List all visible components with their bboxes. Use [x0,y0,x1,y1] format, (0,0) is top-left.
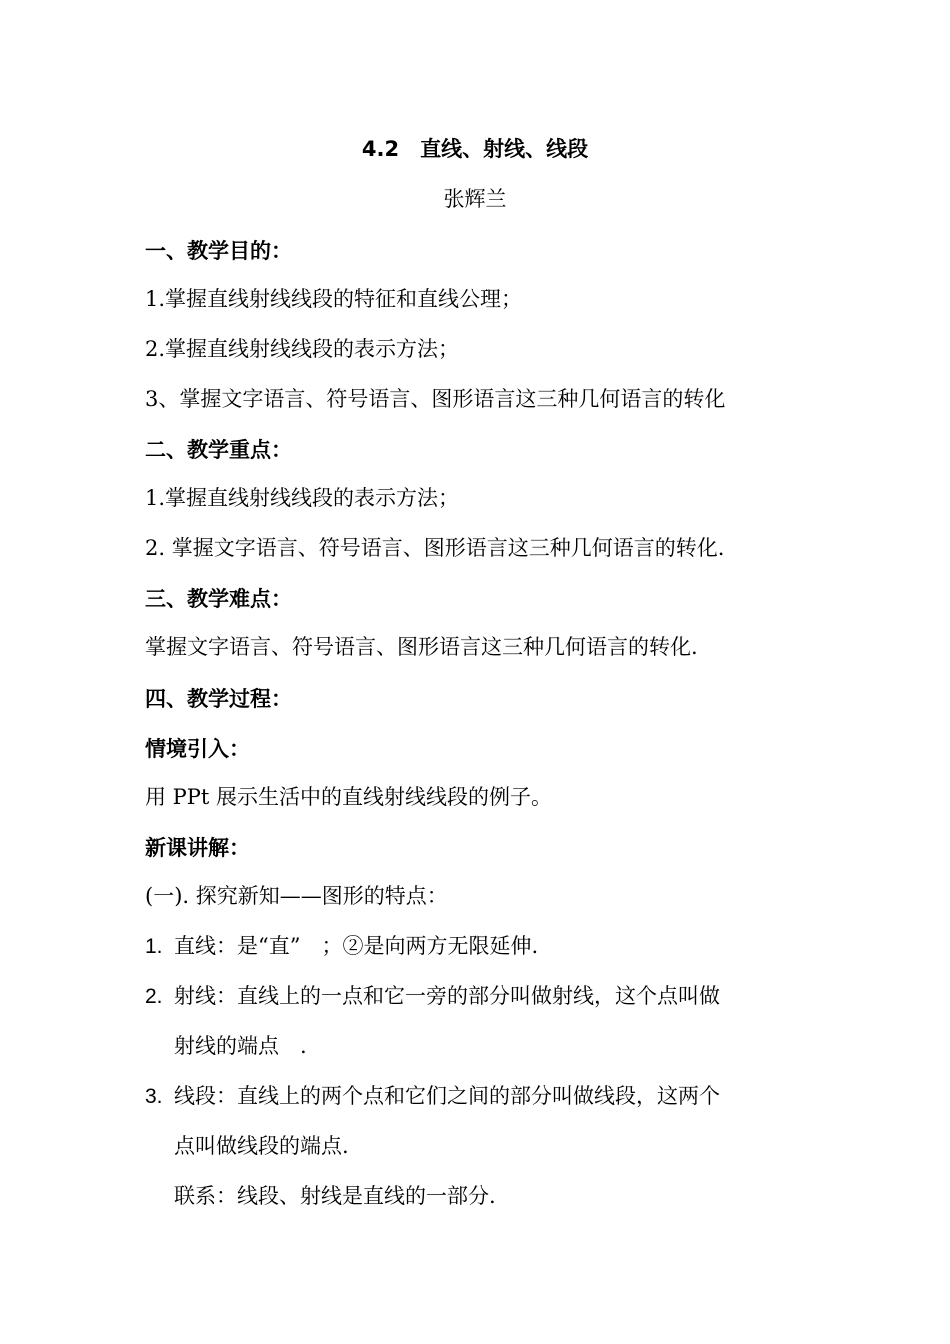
section-heading-objectives: 一、教学目的： [145,239,292,263]
list-marker: 2. [145,985,163,1008]
key-point-item: 1.掌握直线射线线段的表示方法； [145,486,460,510]
subheading-intro: 情境引入： [145,737,250,761]
difficulty-text: 掌握文字语言、符号语言、图形语言这三种几何语言的转化. [145,635,698,659]
list-item-continuation: 点叫做线段的端点. [174,1134,349,1158]
objective-item: 1.掌握直线射线线段的特征和直线公理； [145,287,523,311]
subheading-lesson: 新课讲解： [145,836,250,860]
section-heading-difficulties: 三、教学难点： [145,587,292,611]
list-item-continuation: 射线的端点 . [174,1034,307,1058]
section-heading-process: 四、教学过程： [145,687,292,711]
objective-item: 3、掌握文字语言、符号语言、图形语言这三种几何语言的转化 [145,387,726,411]
list-item-line [145,931,538,962]
list-marker: 1. [145,935,163,958]
explore-heading: (一). 探究新知——图形的特点： [145,884,448,908]
document-title: 4.2 直线、射线、线段 [361,137,589,161]
list-item-text: 直线：是“直” ；②是向两方无限延伸. [174,934,539,958]
objective-item: 2.掌握直线射线线段的表示方法； [145,337,460,361]
list-item-text: 线段：直线上的两个点和它们之间的部分叫做线段，这两个 [174,1084,720,1108]
list-item-segment [145,1081,720,1112]
key-point-item: 2. 掌握文字语言、符号语言、图形语言这三种几何语言的转化. [145,536,725,560]
relation-text: 联系：线段、射线是直线的一部分. [174,1184,496,1208]
intro-text: 用 PPt 展示生活中的直线射线线段的例子。 [145,785,553,809]
section-heading-key-points: 二、教学重点： [145,438,292,462]
list-marker: 3. [145,1085,163,1108]
author-name: 张辉兰 [443,187,507,211]
list-item-text: 射线：直线上的一点和它一旁的部分叫做射线，这个点叫做 [174,984,720,1008]
list-item-ray [145,981,720,1012]
